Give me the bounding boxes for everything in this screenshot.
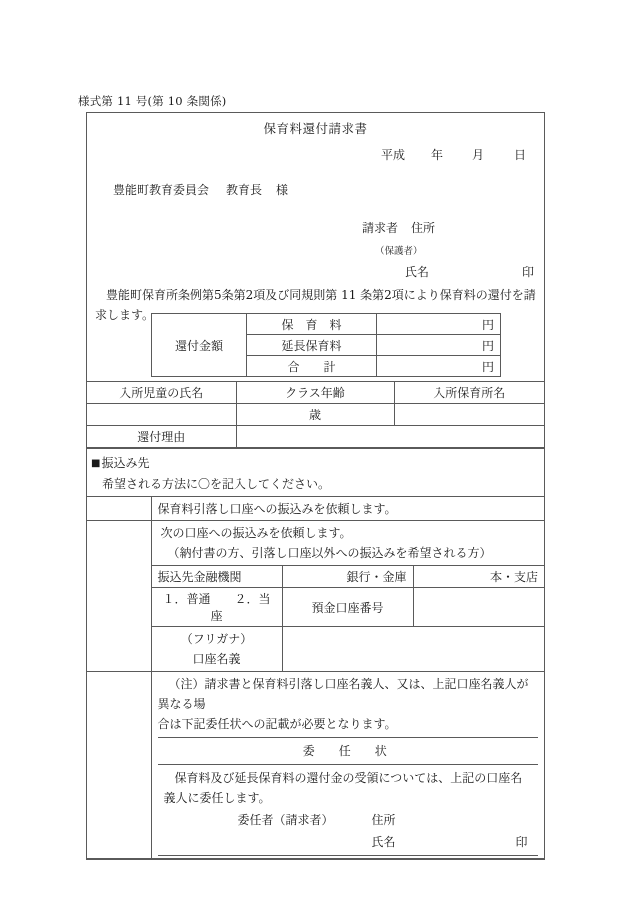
refund-item-total: 合 計	[247, 356, 377, 377]
form-number: 様式第 11 号(第 10 条関係)	[78, 94, 227, 108]
claimant-address-label: 住所	[411, 221, 436, 235]
table-row	[87, 497, 544, 521]
option2-label	[151, 521, 544, 566]
date-month-label: 月	[471, 148, 484, 162]
addressee-line	[113, 181, 288, 198]
table-row	[87, 672, 544, 859]
poa-address-label: 住所	[371, 813, 396, 827]
poa-address-row	[164, 808, 533, 830]
account-number-input[interactable]	[413, 588, 544, 627]
child-info-table	[87, 381, 544, 448]
claimant-address-line	[362, 219, 435, 236]
refund-unit-total: 円	[377, 356, 501, 377]
account-holder-labels	[151, 627, 282, 672]
refund-unit-extended: 円	[377, 335, 501, 356]
furigana-label: （フリガナ）	[180, 632, 253, 646]
table-row	[87, 566, 544, 588]
addressee-position: 教育長	[226, 183, 263, 197]
account-holder-label: 口座名義	[192, 652, 241, 666]
claimant-guardian-label: （保護者）	[375, 246, 423, 257]
table-row	[158, 738, 539, 765]
option1-circle-input[interactable]	[87, 497, 151, 521]
note-and-poa-cell	[151, 672, 544, 859]
date-line	[381, 146, 526, 163]
table-row	[87, 627, 544, 672]
note-line1: （注）請求書と保育料引落し口座名義人、又は、上記口座名義人が異なる場	[157, 677, 529, 711]
poa-spacer-cell	[87, 672, 151, 859]
refund-item-childcare: 保 育 料	[247, 314, 377, 335]
transfer-section-title: 振込み先	[101, 456, 150, 470]
refund-reason-input[interactable]	[236, 426, 544, 448]
table-row	[158, 765, 539, 856]
option1-label: 保育料引落し口座への振込みを依頼します。	[151, 497, 544, 521]
transfer-section-heading	[87, 448, 544, 496]
section-marker-icon: ■	[91, 458, 101, 469]
addressee-honorific: 様	[276, 183, 289, 197]
poa-title: 委 任 状	[158, 738, 539, 765]
refund-reason-label: 還付理由	[87, 426, 236, 448]
refund-amount-table	[151, 313, 501, 377]
child-nursery-input[interactable]	[394, 404, 544, 426]
poa-content-cell	[158, 765, 539, 856]
date-day-label: 日	[513, 148, 526, 162]
table-row	[87, 588, 544, 627]
refund-unit-childcare: 円	[377, 314, 501, 335]
child-class-age-input[interactable]: 歳	[236, 404, 394, 426]
bank-kind-label[interactable]: 銀行・金庫	[282, 566, 413, 588]
poa-name-row	[164, 830, 533, 852]
transfer-options-table	[87, 496, 544, 859]
date-era: 平成	[380, 148, 405, 162]
child-name-header: 入所児童の氏名	[87, 382, 236, 404]
table-row	[87, 382, 544, 404]
option2-line2: （納付書の方、引落し口座以外への振込みを希望される方）	[167, 546, 492, 560]
claimant-seal-label: 印	[522, 265, 535, 279]
table-row	[87, 404, 544, 426]
claimant-name-label: 氏名	[405, 265, 430, 279]
poa-name-label: 氏名	[371, 835, 396, 849]
refund-amount-header: 還付金額	[152, 314, 247, 377]
poa-seal-label: 印	[515, 835, 528, 849]
date-year-label: 年	[430, 148, 443, 162]
power-of-attorney-table	[158, 737, 539, 856]
table-row	[87, 521, 544, 566]
poa-body-text: 保育料及び延長保育料の還付金の受領については、上記の口座名義人に委任します。	[163, 771, 523, 805]
body-statement: 豊能町保育所条例第5条第2項及び同規則第 11 条第2項により保育料の還付を請求します。	[95, 288, 536, 322]
form-frame	[86, 112, 545, 860]
note-line2: 合は下記委任状への記載が必要となります。	[157, 717, 397, 731]
addressee-organization: 豊能町教育委員会	[113, 183, 210, 197]
transfer-instruction: 希望される方法に〇を記入してください。	[102, 477, 331, 491]
table-row	[152, 314, 501, 335]
child-name-input[interactable]	[87, 404, 236, 426]
table-row	[87, 426, 544, 448]
option2-line1: 次の口座への振込みを依頼します。	[160, 526, 352, 540]
claimant-role-label: 請求者	[362, 221, 399, 235]
child-nursery-header: 入所保育所名	[394, 382, 544, 404]
refund-item-extended: 延長保育料	[247, 335, 377, 356]
child-class-age-header: クラス年齢	[236, 382, 394, 404]
branch-kind-label[interactable]: 本・支店	[413, 566, 544, 588]
option2-circle-input[interactable]	[87, 521, 151, 672]
bank-institution-label: 振込先金融機関	[151, 566, 282, 588]
account-number-label: 預金口座番号	[282, 588, 413, 627]
form-header-block	[87, 113, 544, 381]
page-title: 保育料還付請求書	[263, 121, 368, 136]
poa-delegator-label: 委任者（請求者）	[237, 813, 334, 827]
account-holder-input[interactable]	[282, 627, 544, 672]
account-type-options[interactable]: １．普通 ２．当座	[151, 588, 282, 627]
